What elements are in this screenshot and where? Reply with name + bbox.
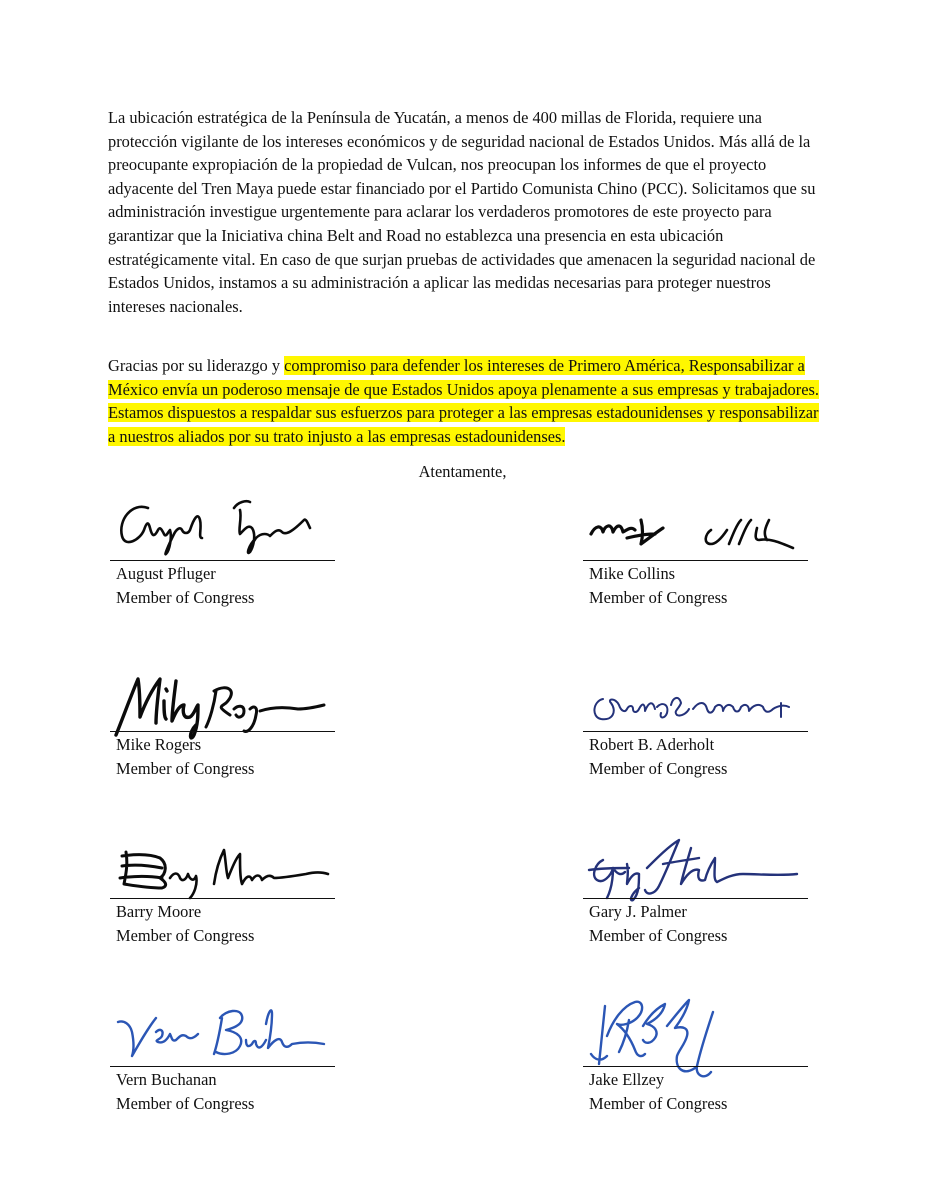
body-paragraph-2 <box>108 354 828 448</box>
signatory-title: Member of Congress <box>589 759 728 778</box>
signature-block-ellzey <box>583 996 808 1116</box>
signature-block-rogers <box>110 661 335 781</box>
signatory-title: Member of Congress <box>116 1094 255 1113</box>
paragraph-2-plain-text: Gracias por su liderazgo y <box>108 356 285 375</box>
signature-ellzey <box>583 996 808 1076</box>
signatory-name: Mike Rogers <box>116 735 202 754</box>
signature-moore <box>110 828 335 908</box>
signature-buchanan <box>110 996 335 1076</box>
signature-block-collins <box>583 490 808 610</box>
signatory-title: Member of Congress <box>589 1094 728 1113</box>
body-paragraph-1: La ubicación estratégica de la Península de Yucatán, a menos de 400 millas de Florida, requiere una protección vigilante de los intereses económicos y de seguridad nacional de Estados Unidos. Más allá de la preocupante expropiación de la propiedad de Vulcan, nos preocupan los informes de que el proyecto adyacente del Tren Maya puede estar financiado por el Partido Comunista Chino (PCC). Solicitamos que su administración investigue urgentemente para aclarar los verdaderos promotores de este proyecto para garantizar que la Iniciativa china Belt and Road no establezca una presencia en esta ubicación estratégicamente vital. En caso de que surjan pruebas de actividades que amenacen la seguridad nacional de Estados Unidos, instamos a su administración a aplicar las medidas necesarias para proteger nuestros intereses nacionales. <box>108 108 816 316</box>
signature-line <box>110 560 335 561</box>
signatory-title: Member of Congress <box>589 926 728 945</box>
signature-line <box>583 898 808 899</box>
signature-line <box>110 731 335 732</box>
signature-rogers <box>110 661 335 741</box>
signatory-name: Jake Ellzey <box>589 1070 665 1089</box>
signature-palmer <box>583 828 808 908</box>
signatory-name: Vern Buchanan <box>116 1070 217 1089</box>
signatory-name: Mike Collins <box>589 564 676 583</box>
signatory-name: Barry Moore <box>116 902 202 921</box>
signature-line <box>583 560 808 561</box>
signatory-title: Member of Congress <box>116 759 255 778</box>
signatory-name: August Pfluger <box>116 564 216 583</box>
signature-collins <box>583 490 808 570</box>
signature-line <box>110 1066 335 1067</box>
signature-pfluger <box>110 490 335 570</box>
signature-line <box>583 731 808 732</box>
signature-block-palmer <box>583 828 808 948</box>
signature-block-pfluger <box>110 490 335 610</box>
signatory-title: Member of Congress <box>116 588 255 607</box>
signatory-title: Member of Congress <box>589 588 728 607</box>
signature-block-aderholt <box>583 661 808 781</box>
signatory-title: Member of Congress <box>116 926 255 945</box>
closing-salutation: Atentamente, <box>418 462 507 481</box>
highlighted-text: compromiso para defender los intereses de Primero América, Responsabilizar a México envía un poderoso mensaje de que Estados Unidos apoya plenamente a sus empresas y trabajadores. Estamos dispuestos a respaldar sus esfuerzos para proteger a las empresas estadounidenses y responsabilizar a nuestros aliados por su trato injusto a las empresas estadounidenses. <box>108 356 819 446</box>
signatory-name: Robert B. Aderholt <box>589 735 715 754</box>
signature-line <box>110 898 335 899</box>
signatory-name: Gary J. Palmer <box>589 902 687 921</box>
signature-block-buchanan <box>110 996 335 1116</box>
signature-line <box>583 1066 808 1067</box>
signature-aderholt <box>583 661 808 741</box>
signature-block-moore <box>110 828 335 948</box>
